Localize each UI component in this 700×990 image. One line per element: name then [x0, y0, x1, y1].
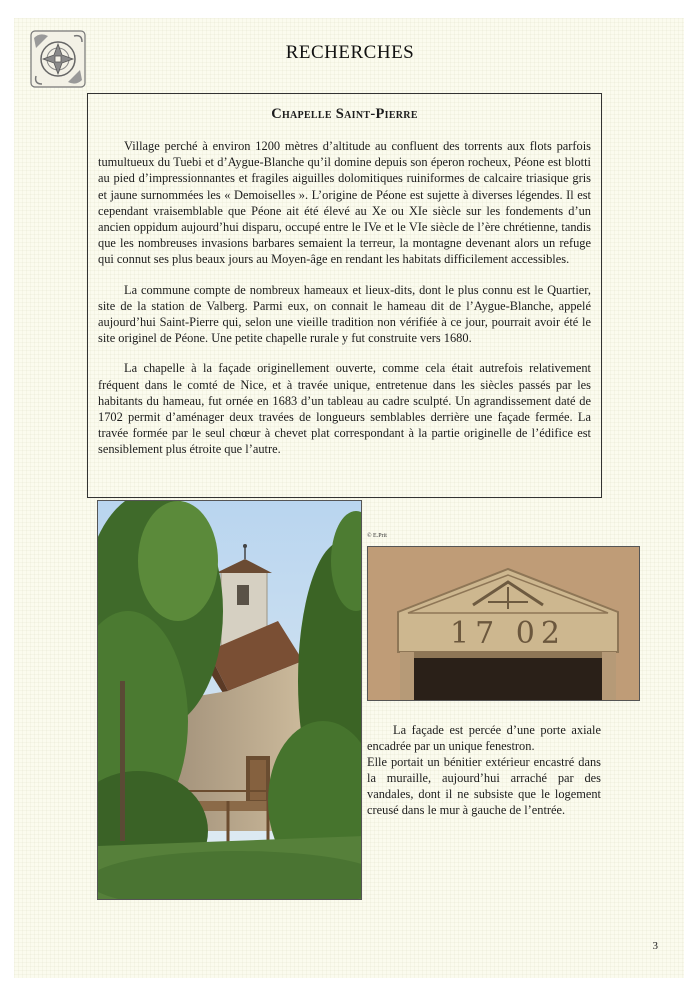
page-number: 3	[652, 940, 658, 952]
caption-line: Elle portait un bénitier extérieur encastré dans la muraille, aujourd’hui arraché par des vandales, dont il ne subsiste que le logement creusé dans le mur à gauche de l’entrée.	[367, 755, 601, 817]
lintel-illustration	[368, 547, 640, 701]
lintel-inscription: 17 02	[450, 616, 566, 651]
paragraph: La commune compte de nombreux hameaux et lieux-dits, dont le plus connu est le Quartier, site de la station de Valberg. Parmi eux, on connait le hameau dit de l’Aygue-Blanche, appelé aujourd’hui Saint-Pierre qui, selon une vieille tradition non vérifiée à ce jour, pourrait avoir été le site originel de Péone. Une petite chapelle rurale y fut construite vers 1680.	[98, 282, 591, 346]
photo-credit: © E.Prit	[367, 533, 387, 539]
caption-line: La façade est percée d’une porte axiale encadrée par un unique fenestron.	[367, 723, 601, 753]
paragraph: La chapelle à la façade originellement ouverte, comme cela était autrefois relativement fréquent dans le comté de Nice, et à travée unique, entretenue dans les siècles passés par les habitants du hameau, fut ornée en 1683 d’un tableau au cadre sculpté. Un agrandissement daté de 1702 permit d’aménager deux travées de longueurs semblables derrière une façade fermée. La travée formée par le seul chœur à chevet plat correspondant à la partie originelle de l’édifice est sensiblement plus étroite que l’autre.	[98, 361, 591, 457]
text-frame	[87, 93, 602, 498]
photo-caption	[367, 722, 601, 818]
section-title: Chapelle Saint-Pierre	[271, 106, 418, 122]
chapel-photo	[97, 500, 362, 900]
lintel-photo	[367, 546, 640, 701]
body-text	[98, 138, 591, 472]
chapel-illustration	[98, 501, 362, 900]
header-title: RECHERCHES	[285, 42, 415, 63]
paragraph: Village perché à environ 1200 mètres d’altitude au confluent des torrents aux flots parfois tumultueux du Tuebi et d’Aygue-Blanche qu’il domine depuis son éperon rocheux, Péone est blotti au pied d’impressionnantes et fragiles aiguilles dolomitiques ruiniformes de calcaire triasique gris et jaune surnommées les « Demoiselles ». L’origine de Péone est sujette à diverses légendes. Il est cependant vraisemblable que Péone ait été élevé au Xe ou XIe siècle sur les fondements d’un ancien oppidum aujourd’hui disparu, occupé entre le IVe et le VIe siècle de l’ère chrétienne, tandis que les nombreuses invasions barbares semaient la terreur, la montagne devenant alors un refuge qui connut ses plus beaux jours au Moyen-âge en rendant les habitats difficilement accessibles.	[98, 139, 591, 267]
